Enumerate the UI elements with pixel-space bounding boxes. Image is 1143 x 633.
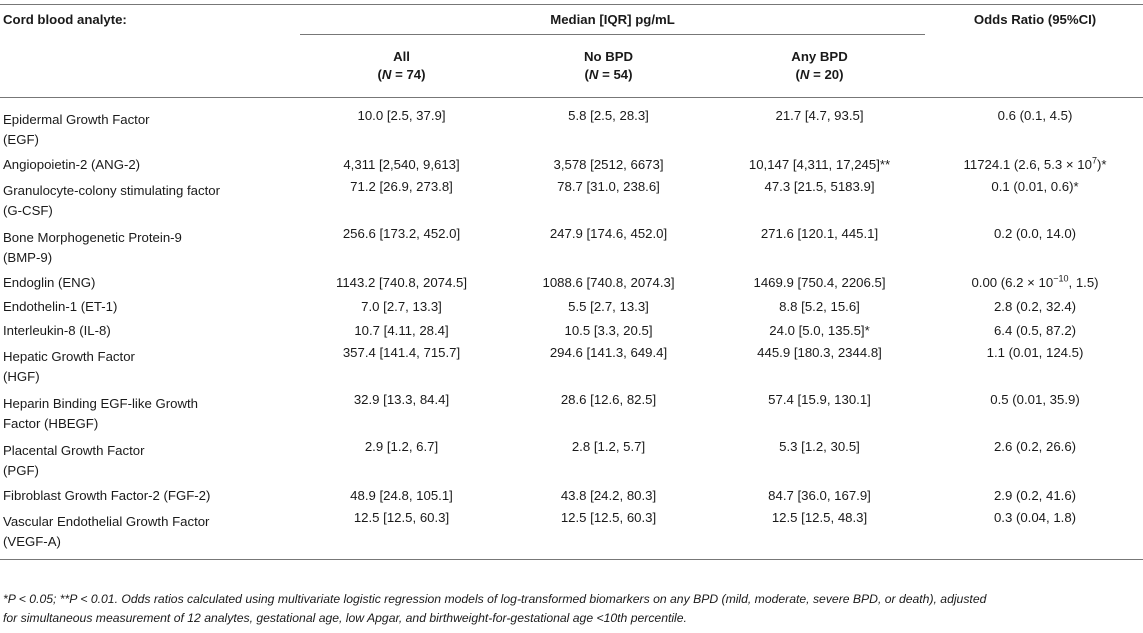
- median-cell-any-bpd: 445.9 [180.3, 2344.8]: [757, 345, 882, 360]
- median-cell-no-bpd: 294.6 [141.3, 649.4]: [549, 345, 668, 360]
- biomarker-table: [0, 4, 1143, 560]
- odds-ratio-cell: 0.6 (0.1, 4.5): [997, 108, 1073, 123]
- group-n: (N = 54): [584, 67, 633, 82]
- odds-ratio-cell: 2.8 (0.2, 32.4): [993, 299, 1077, 314]
- odds-ratio-cell: 6.4 (0.5, 87.2): [993, 323, 1077, 338]
- median-cell-all: 10.7 [4.11, 28.4]: [354, 323, 449, 338]
- median-cell-no-bpd: 10.5 [3.3, 20.5]: [564, 323, 653, 338]
- median-cell-any-bpd: 1469.9 [750.4, 2206.5]: [753, 275, 886, 290]
- median-cell-all: 32.9 [13.3, 84.4]: [353, 392, 450, 407]
- group-n: (N = 74): [377, 67, 426, 82]
- median-cell-all: 48.9 [24.8, 105.1]: [350, 488, 453, 503]
- median-cell-all: 1143.2 [740.8, 2074.5]: [335, 275, 467, 290]
- table-row: [0, 484, 1143, 508]
- analyte-name-cell: Interleukin-8 (IL-8): [3, 323, 111, 338]
- median-cell-all: 10.0 [2.5, 37.9]: [357, 108, 446, 123]
- odds-ratio-cell: 0.5 (0.01, 35.9): [990, 392, 1080, 407]
- table-row: [0, 437, 1143, 484]
- analyte-header: Cord blood analyte:: [0, 5, 298, 98]
- analyte-name-cell: Epidermal Growth Factor (EGF): [3, 111, 150, 147]
- group-name: All: [393, 49, 410, 64]
- odds-ratio-cell: 0.00 ($6.2 \times 10^{-10}$, 1.5): [971, 273, 1099, 290]
- median-cell-any-bpd: 10,147 [4,311, 17,245]**: [748, 157, 891, 172]
- odds-ratio-header: Odds Ratio (95%CI): [927, 5, 1143, 98]
- odds-ratio-cell: 0.3 (0.04, 1.8): [927, 508, 1143, 560]
- median-cell-any-bpd: 12.5 [12.5, 48.3]: [712, 508, 927, 560]
- analyte-name-cell: Heparin Binding EGF-like Growth Factor (HBEGF): [3, 395, 198, 431]
- odds-ratio-cell: 2.9 (0.2, 41.6): [993, 488, 1077, 503]
- group-header-no-bpd: [505, 35, 712, 98]
- table-footnote: [3, 590, 1138, 627]
- table-row: [0, 319, 1143, 343]
- table-row: [0, 295, 1143, 319]
- median-cell-all: 4,311 [2,540, 9,613]: [343, 157, 460, 172]
- footnote-line-1: *P < 0.05; **P < 0.01. Odds ratios calculated using multivariate logistic regression models of log-transformed biomarkers on any BPD (mild, moderate, severe BPD, or death), adjusted: [3, 592, 987, 606]
- median-cell-any-bpd: 271.6 [120.1, 445.1]: [760, 226, 879, 241]
- table-row: [0, 153, 1143, 177]
- median-cell-no-bpd: 2.8 [1.2, 5.7]: [571, 439, 646, 454]
- header-row-1: [0, 5, 1143, 36]
- group-n: (N = 20): [795, 67, 844, 82]
- median-cell-no-bpd: 78.7 [31.0, 238.6]: [557, 179, 660, 194]
- odds-ratio-cell: 0.1 (0.01, 0.6)*: [991, 179, 1079, 194]
- median-cell-all: 2.9 [1.2, 6.7]: [364, 439, 439, 454]
- median-cell-all: 71.2 [26.9, 273.8]: [350, 179, 453, 194]
- median-cell-any-bpd: 21.7 [4.7, 93.5]: [775, 108, 864, 123]
- median-cell-any-bpd: 57.4 [15.9, 130.1]: [768, 392, 871, 407]
- group-name: Any BPD: [791, 49, 848, 64]
- median-cell-any-bpd: 84.7 [36.0, 167.9]: [768, 488, 871, 503]
- median-cell-no-bpd: 43.8 [24.2, 80.3]: [560, 488, 657, 503]
- median-cell-no-bpd: 5.8 [2.5, 28.3]: [568, 108, 649, 123]
- median-cell-no-bpd: 247.9 [174.6, 452.0]: [549, 226, 668, 241]
- table-row: [0, 508, 1143, 560]
- table-row: [0, 343, 1143, 390]
- median-cell-no-bpd: 5.5 [2.7, 13.3]: [568, 299, 649, 314]
- footnote-line-2: for simultaneous measurement of 12 analytes, gestational age, low Apgar, and birthweight-for-gestational age <10th percentile.: [3, 610, 687, 625]
- odds-ratio-cell: 11724.1 (2.6, $5.3 \times 10^7)*$: [963, 155, 1107, 172]
- group-name: No BPD: [583, 49, 634, 64]
- median-cell-all: 7.0 [2.7, 13.3]: [361, 299, 442, 314]
- median-cell-any-bpd: 24.0 [5.0, 135.5]*: [769, 323, 870, 338]
- analyte-name-cell: Endoglin (ENG): [3, 275, 96, 290]
- median-cell-no-bpd: 12.5 [12.5, 60.3]: [505, 508, 712, 560]
- analyte-name-cell: Bone Morphogenetic Protein-9 (BMP-9): [3, 229, 182, 265]
- analyte-name-cell: Placental Growth Factor (PGF): [3, 442, 145, 478]
- analyte-name-cell: Granulocyte-colony stimulating factor (G-CSF): [3, 182, 220, 218]
- median-cell-all: 357.4 [141.4, 715.7]: [342, 345, 461, 360]
- analyte-name-cell: Angiopoietin-2 (ANG-2): [3, 157, 141, 172]
- table-row: [0, 224, 1143, 271]
- table-row: [0, 98, 1143, 154]
- median-cell-all: 12.5 [12.5, 60.3]: [298, 508, 505, 560]
- odds-ratio-cell: 1.1 (0.01, 124.5): [986, 345, 1084, 360]
- median-cell-no-bpd: 1088.6 [740.8, 2074.3]: [542, 275, 675, 290]
- table-body: [0, 98, 1143, 560]
- median-cell-any-bpd: 8.8 [5.2, 15.6]: [779, 299, 860, 314]
- analyte-name-cell: Fibroblast Growth Factor-2 (FGF-2): [3, 488, 211, 503]
- median-cell-any-bpd: 5.3 [1.2, 30.5]: [779, 439, 860, 454]
- group-header-all: [298, 35, 505, 98]
- table-row: [0, 177, 1143, 224]
- median-cell-no-bpd: 3,578 [2512, 6673]: [553, 157, 664, 172]
- table-row: [0, 390, 1143, 437]
- group-header-any-bpd: [712, 35, 927, 98]
- median-header: Median [IQR] pg/mL: [298, 5, 927, 36]
- median-cell-all: 256.6 [173.2, 452.0]: [342, 226, 461, 241]
- median-cell-no-bpd: 28.6 [12.6, 82.5]: [560, 392, 657, 407]
- analyte-name-cell: Endothelin-1 (ET-1): [3, 299, 118, 314]
- analyte-name-cell: Vascular Endothelial Growth Factor (VEGF-A): [0, 508, 298, 560]
- odds-ratio-cell: 0.2 (0.0, 14.0): [993, 226, 1077, 241]
- table-row: [0, 271, 1143, 295]
- odds-ratio-cell: 2.6 (0.2, 26.6): [993, 439, 1077, 454]
- median-cell-any-bpd: 47.3 [21.5, 5183.9]: [764, 179, 875, 194]
- analyte-name-cell: Hepatic Growth Factor (HGF): [3, 348, 135, 384]
